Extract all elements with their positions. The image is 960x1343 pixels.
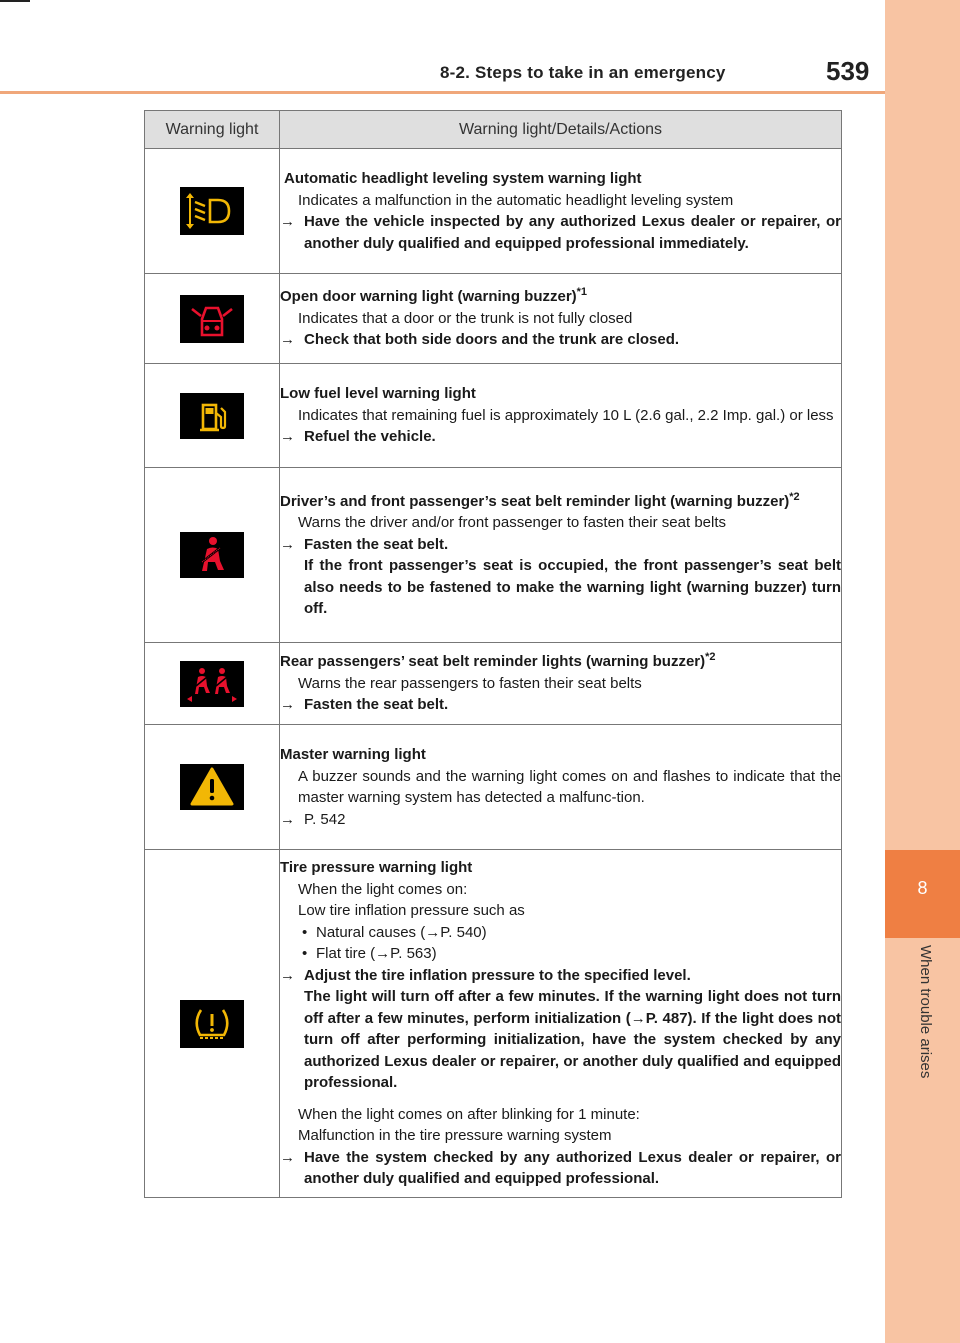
spacer [280,1094,841,1104]
warning-action-detail: The light will turn off after a few minutes. If the warning light does not turn off after a few minutes, perform initialization (→P. 487). If the light does not turn off after performing initialization, have the system checked by any authorized Lexus dealer or repairer, or another duly qualified and equipped professional. [304,988,841,1092]
arrow-icon: → [280,810,295,828]
warning-detail: Indicates that a door or the trunk is not fully closed [298,309,633,327]
warning-title: Low fuel level warning light [280,385,476,403]
warning-action: → Check that both side doors and the trunk are closed. [280,329,841,351]
details-cell [280,725,842,850]
details-cell [280,149,842,274]
page-number: 539 [826,56,870,86]
arrow-icon: → [280,1148,295,1166]
warning-action: → Fasten the seat belt. [280,534,841,556]
section-header: 8-2. Steps to take in an emergency [440,63,726,82]
warning-title: Tire pressure warning light [280,859,473,877]
list-item: • Flat tire (→P. 563) [280,943,841,965]
warning-action: → Have the vehicle inspected by any authorized Lexus dealer or repairer, or another duly qualified and equipped professional immediately. [280,213,841,252]
table-row [145,468,842,643]
arrow-icon: → [280,696,295,714]
details-cell [280,850,842,1198]
table-row [145,274,842,364]
warning-detail: Indicates a malfunction in the automatic headlight leveling system [298,191,734,209]
warning-action-detail: If the front passenger’s seat is occupied, the front passenger’s seat belt also needs to be fastened to make the warning light (warning buzzer) turn off. [304,557,841,617]
table-row [145,643,842,725]
warning-detail: Malfunction in the tire pressure warning system [298,1127,612,1145]
column-header-details: Warning light/Details/Actions [280,111,842,149]
warning-title: Automatic headlight leveling system warning light [284,170,642,187]
tire-pressure-icon [180,1000,244,1048]
fuel-pump-icon [180,393,244,439]
header-rule [0,91,885,94]
icon-cell [145,643,280,725]
table-row [145,725,842,850]
page-reference-link[interactable]: P. 542 [304,810,346,828]
details-cell [280,274,842,364]
warning-detail: Indicates that remaining fuel is approximately 10 L (2.6 gal., 2.2 Imp. gal.) or less [298,406,834,424]
details-cell [280,643,842,725]
arrow-icon: → [280,331,295,349]
icon-cell [145,468,280,643]
chapter-title: When trouble arises [917,945,934,1079]
arrow-icon: → [280,535,295,553]
warning-detail: Warns the driver and/or front passenger to fasten their seat belts [298,514,726,531]
table-row [145,149,842,274]
warning-detail: Warns the rear passengers to fasten their seat belts [298,674,642,692]
seat-belt-icon [180,532,244,578]
warning-title: Driver’s and front passenger’s seat belt reminder light (warning buzzer)$^{*2}$ [280,490,800,510]
warning-action [280,809,841,831]
warning-detail: A buzzer sounds and the warning light comes on and flashes to indicate that the master warning system has detected a malfunc-tion. [298,767,841,806]
warning-action: → Have the system checked by any authorized Lexus dealer or repairer, or another duly qualified and equipped professional. [280,1148,841,1188]
icon-cell [145,274,280,364]
icon-cell [145,364,280,468]
open-door-icon [180,295,244,343]
warning-title: Rear passengers’ seat belt reminder lights (warning buzzer)$^{*2}$ [280,651,716,671]
icon-cell [145,149,280,274]
details-cell [280,364,842,468]
warning-action: → Adjust the tire inflation pressure to the specified level. [280,965,841,987]
table-row [145,850,842,1198]
list-item: • Natural causes (→P. 540) [280,922,841,944]
warning-title: Open door warning light (warning buzzer)$^{*1}$ [280,286,588,306]
icon-cell [145,725,280,850]
table-header-row [145,111,842,149]
rear-seat-belt-icon [180,661,244,707]
warning-title: Master warning light [280,746,426,763]
arrow-icon: → [280,428,295,446]
warning-action: → Refuel the vehicle. [280,426,841,448]
details-cell [280,468,842,643]
headlight-leveling-icon [180,187,244,235]
side-tab-strip [885,0,960,1343]
master-warning-icon [180,764,244,810]
warning-detail: When the light comes on: [298,880,468,898]
warning-detail: Low tire inflation pressure such as [298,902,525,920]
crop-mark-left [0,0,30,2]
warning-detail: When the light comes on after blinking for 1 minute: [298,1105,640,1123]
table-row [145,364,842,468]
icon-cell [145,850,280,1198]
arrow-icon: → [280,213,295,230]
column-header-warning-light: Warning light [145,111,280,149]
chapter-number: 8 [917,878,928,898]
arrow-icon: → [280,966,295,984]
warning-action: → Fasten the seat belt. [280,694,841,716]
warning-light-table [144,110,842,1198]
